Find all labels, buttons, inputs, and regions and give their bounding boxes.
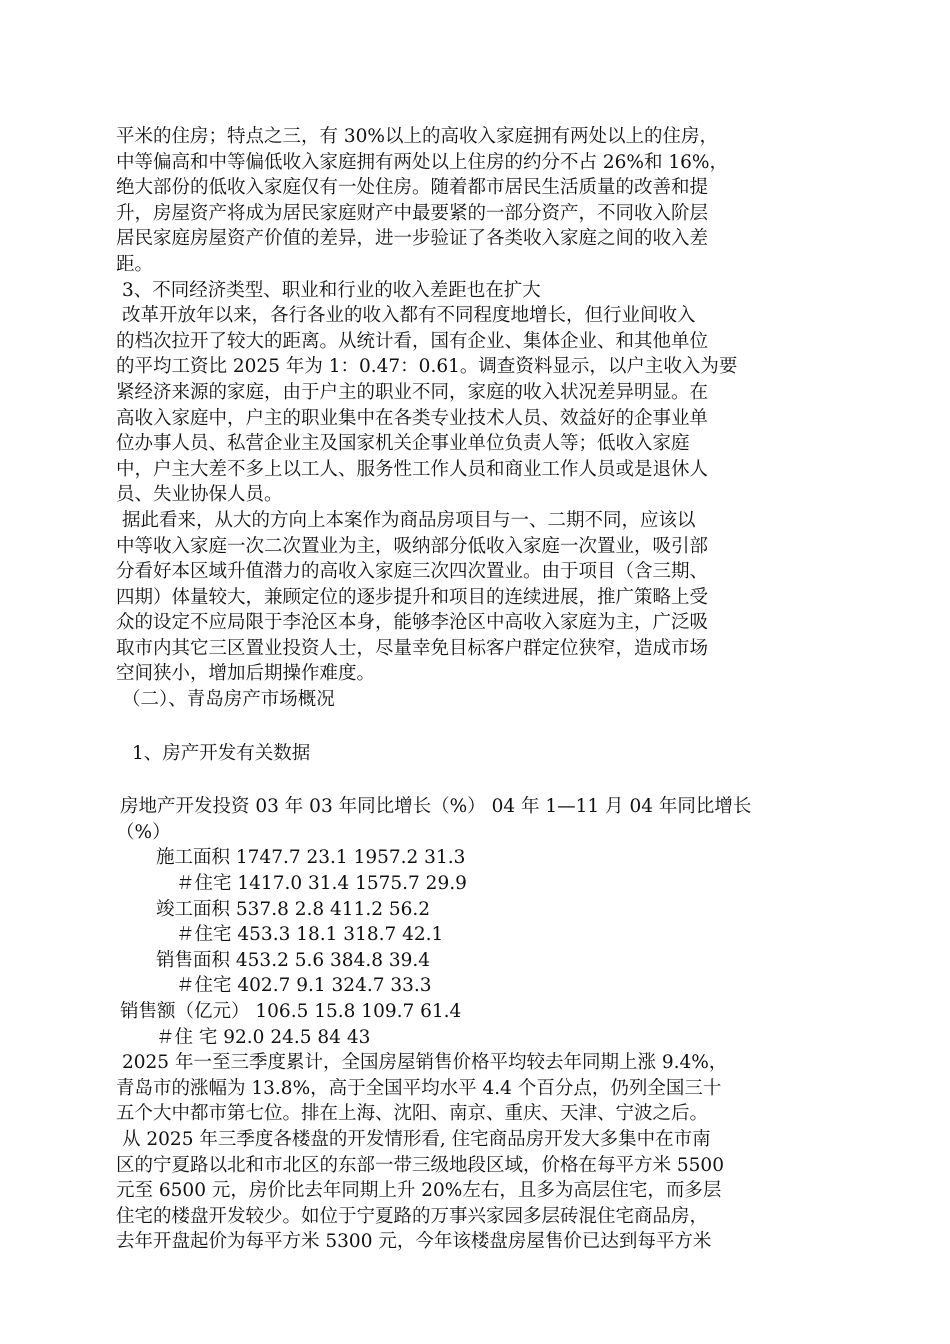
text-line: 四期）体量较大，兼顾定位的逐步提升和项目的连续进展，推广策略上受 — [116, 586, 709, 608]
paragraph-start: 从 2025 年三季度各楼盘的开发情形看, 住宅商品房开发大多集中在市南 — [122, 1128, 711, 1150]
text-line: 的档次拉开了较大的距离。从统计看，国有企业、集体企业、和其他单位 — [116, 330, 709, 352]
text-line: 众的设定不应局限于李沧区本身，能够李沧区中高收入家庭为主，广泛吸 — [116, 612, 709, 634]
text-line: 取市内其它三区置业投资人士，尽量幸免目标客户群定位狭窄，造成市场 — [116, 637, 709, 659]
paragraph-start: 改革开放年以来，各行各业的收入都有不同程度地增长，但行业间收入 — [122, 305, 696, 327]
table-row: ＃住宅 402.7 9.1 324.7 33.3 — [176, 975, 432, 997]
table-row: ＃住宅 453.3 18.1 318.7 42.1 — [176, 924, 444, 946]
text-line: 平米的住房；特点之三，有 30%以上的高收入家庭拥有两处以上的住房， — [116, 126, 719, 147]
text-line: 绝大部份的低收入家庭仅有一处住房。随着都市居民生活质量的改善和提 — [116, 177, 709, 199]
text-line: 分看好本区域升值潜力的高收入家庭三次四次置业。由于项目（含三期、 — [116, 561, 709, 583]
text-line: 元至 6500 元，房价比去年同期上升 20%左右，且多为高层住宅，而多层 — [116, 1180, 722, 1202]
text-line: 高收入家庭中，户主的职业集中在各类专业技术人员、效益好的企事业单 — [116, 407, 709, 429]
text-line: 去年开盘起价为每平方米 5300 元，今年该楼盘房屋售价已达到每平方米 — [116, 1231, 712, 1253]
table-row: 竣工面积 537.8 2.8 411.2 56.2 — [156, 898, 431, 920]
table-header: 房地产开发投资 03 年 03 年同比增长（%） 04 年 1—11 月 04 年同比增长 — [120, 796, 752, 818]
text-line: 距。 — [116, 253, 154, 275]
text-line: 五个大中都市第七位。排在上海、沈阳、南京、重庆、天津、宁波之后。 — [116, 1103, 709, 1125]
subsection-heading: 1、房产开发有关数据 — [132, 742, 311, 764]
table-row: ＃住宅 1417.0 31.4 1575.7 29.9 — [176, 873, 467, 895]
table-header-unit: （%） — [116, 821, 171, 843]
text-line: 中，户主大差不多上以工人、服务性工作人员和商业工作人员或是退休人 — [116, 458, 709, 480]
text-line: 升，房屋资产将成为居民家庭财产中最要紧的一部分资产，不同收入阶层 — [116, 202, 709, 224]
paragraph-start: 2025 年一至三季度累计，全国房屋销售价格平均较去年同期上涨 9.4%， — [122, 1052, 728, 1074]
table-row: 销售面积 453.2 5.6 384.8 39.4 — [156, 949, 431, 971]
table-row: 销售额（亿元） 106.5 15.8 109.7 61.4 — [120, 1001, 462, 1022]
document-page — [116, 124, 838, 1255]
text-line: 中等收入家庭一次二次置业为主，吸纳部分低收入家庭一次置业，吸引部 — [116, 535, 709, 557]
table-row: 施工面积 1747.7 23.1 1957.2 31.3 — [156, 847, 466, 869]
text-line: 青岛市的涨幅为 13.8%，高于全国平均水平 4.4 个百分点，仍列全国三十 — [116, 1077, 722, 1099]
text-line: 的平均工资比 2025 年为 1：0.47：0.61。调查资料显示，以户主收入为要 — [116, 356, 738, 378]
text-line: 位办事人员、私营企业主及国家机关企事业单位负责人等；低收入家庭 — [116, 433, 690, 455]
text-line: 居民家庭房屋资产价值的差异，进一步验证了各类收入家庭之间的收入差 — [116, 228, 709, 250]
text-line: 住宅的楼盘开发较少。如位于宁夏路的万事兴家园多层砖混住宅商品房， — [116, 1205, 709, 1227]
table-row: ＃住 宅 92.0 24.5 84 43 — [156, 1026, 371, 1048]
text-line: 空间狭小，增加后期操作难度。 — [116, 663, 376, 685]
section-heading: （二）、青岛房产市场概况 — [122, 689, 335, 711]
text-line: 紧经济来源的家庭，由于户主的职业不同，家庭的收入状况差异明显。在 — [116, 381, 709, 403]
text-line: 区的宁夏路以北和市北区的东部一带三级地段区域，价格在每平方米 5500 — [116, 1154, 724, 1176]
text-line: 中等偏高和中等偏低收入家庭拥有两处以上住房的约分不占 26%和 16%， — [116, 151, 729, 173]
section-heading: 3、不同经济类型、职业和行业的收入差距也在扩大 — [122, 279, 541, 301]
text-line: 员、失业协保人员。 — [116, 484, 283, 506]
paragraph-start: 据此看来，从大的方向上本案作为商品房项目与一、二期不同，应该以 — [122, 509, 696, 531]
